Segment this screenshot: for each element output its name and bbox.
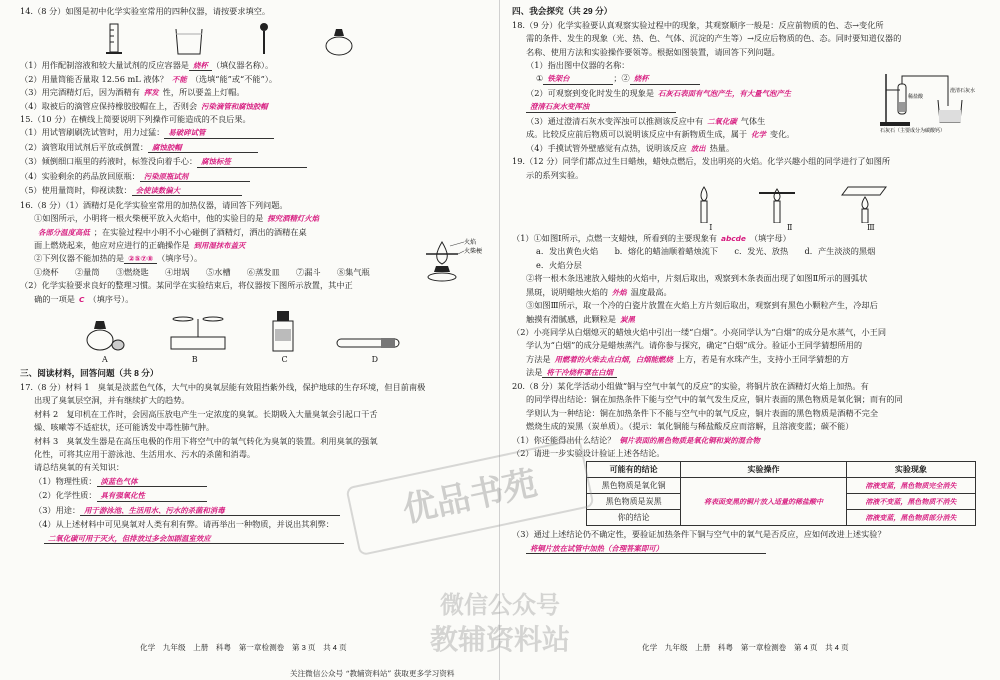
q17-p3b: 化性，可将其应用于游泳池、生活用水、污水的杀菌和消毒。 (34, 449, 256, 460)
answer: 腐蚀标签 (197, 157, 307, 167)
q19-line-6: ③如图Ⅲ所示，取一个冷的白瓷片放置在火焰上方片刻后取出，观察到有黑色小颗粒产生，冷却后 (526, 300, 878, 311)
answer: 探究酒精灯火焰 (263, 214, 323, 223)
q17-intro: 请总结臭氧的有关知识： (34, 462, 125, 473)
q19-line-11: 法是 将干冷烧杯罩在白烟 (512, 367, 984, 377)
table-cell: 你的结论 (587, 510, 681, 526)
q20-line-5: （1）你还能得出什么结论？ 铜片表面的黑色物质是氧化铜和炭的混合物 (512, 435, 984, 445)
section-3-title: 三、阅读材料，回答问题（共 8 分） (20, 368, 159, 379)
q18-line-10: （4）手摸试管外壁感觉有点热，说明该反应 放出 热量。 (526, 142, 735, 153)
table-cell: 黑色物质是氧化铜 (587, 478, 681, 494)
q18-apparatus-figure (878, 70, 978, 134)
table-header: 实验操作 (681, 462, 846, 478)
figure-label: Ⅲ (866, 222, 875, 232)
table-cell: 溶液变蓝，黑色物质部分消失 (846, 510, 975, 526)
answer: 会使读数偏大 (132, 186, 242, 196)
figure-label: B (191, 355, 198, 365)
left-footer: 化学 九年级 上册 科粤 第一章检测卷 第 3 页 共 4 页 (140, 642, 347, 652)
q14-line-2: （2）用量筒能否量取 12.56 mL 液体？ 不能 （选填“能”或“不能”）。 (20, 73, 278, 84)
candle-with-stick-icon (757, 185, 797, 223)
answer: 化学 (747, 130, 770, 139)
figure-label: Ⅰ (709, 222, 713, 232)
answer: 将干冷烧杯罩在白烟 (542, 368, 617, 377)
table-cell-operation: 将表面变黑的铜片放入适量的稀盐酸中 (681, 478, 846, 526)
q20-line-3: 学则认为一种结论：铜在加热条件下不能与空气中的氧气反应，铜片表面的黑色物质是酒精不完全 (526, 407, 879, 418)
section-4-title: 四、我会探究（共 29 分） (512, 6, 613, 16)
q18-line-3: 名称、使用方法和实验操作要领等。根据如图装置，请回答下列问题。 (526, 46, 780, 57)
table-header: 实验现象 (846, 462, 975, 478)
answer: 到用湿抹布盖灭 (190, 241, 250, 250)
q19-line-1: 19.（12 分）同学们都点过生日蜡烛，蜡烛点燃后，发出明亮的火焰。化学兴趣小组的同学进行了如图所 (512, 156, 891, 167)
table-cell: 溶液变蓝，黑色物质完全消失 (846, 478, 975, 494)
q18-line-9: 成。比较反应前后物质可以说明该反应中有新物质生成，属于 化学 变化。 (526, 129, 795, 140)
q16-line-1: ①如图所示，小明将一根火柴梗平放入火焰中，他的实验目的是 探究酒精灯火焰 (20, 213, 405, 223)
q16-arrangement-figure (60, 307, 420, 353)
q17-p2b: 燥、咳嗽等不适症状，还可能诱发中毒性肺气肿。 (34, 422, 215, 433)
table-header: 可能有的结论 (587, 462, 681, 478)
q15-line-4: （4）实验剩余的药品放回原瓶： 污染原瓶试剂 (20, 171, 488, 182)
answer: 淡蓝色气体 (97, 477, 207, 487)
q19-options-1: a．发出黄色火焰 b．熔化的蜡油顺着蜡烛流下 c．发光、放热 d．产生淡淡的黑烟 (536, 246, 876, 257)
measuring-cylinder-icon (104, 22, 124, 56)
q19-line-7: 触摸有滑腻感，此颗粒是 炭黑 (512, 314, 984, 324)
apparatus-label: 澄清石灰水 (950, 88, 976, 94)
q20-line-2: 的同学得出结论：铜在加热条件下能与空气中的氧气发生反应，铜片表面的黑色物质是氧化铜；而有的同 (526, 394, 903, 405)
q16-line-3: 面上燃烧起来，他应对应进行的正确操作是 到用湿抹布盖灭 (20, 240, 405, 250)
q16-line-4: ②下列仪器不能加热的是 ②⑤⑦⑧ （填序号）。 (34, 253, 203, 264)
answer: 炭黑 (616, 315, 639, 324)
q20-line-1: 20.（8 分）某化学活动小组做“铜与空气中氧气的反应”的实验，将铜片放在酒精灯火焰上加热。有 (512, 380, 869, 391)
answer: 具有强氧化性 (97, 491, 207, 501)
watermark-stamp: 优品书苑 (345, 438, 594, 556)
answer: 污染原瓶试剂 (140, 172, 250, 182)
answer: 烧杯 (189, 61, 212, 70)
table-cell: 溶液不变蓝，黑色物质不消失 (846, 494, 975, 510)
answer: C (75, 295, 88, 304)
answer: 腐蚀胶帽 (148, 143, 258, 153)
answer: 烧杯 (630, 74, 700, 84)
q18-line-1: 18.（9 分）化学实验要认真观察实验过程中的现象，其观察顺序一般是：反应前物质的色、态→变化所 (512, 19, 884, 30)
q19-line-4: ②将一根木条迅速放入蜡烛的火焰中，片刻后取出，观察到木条表面出现了如图Ⅱ所示的圆弧状 (526, 273, 868, 284)
question-15 (20, 114, 488, 196)
reagent-bottle-icon (268, 309, 298, 353)
q15-line-1: （1）用试管刷刷洗试管时，用力过猛： 易破碎试管 (20, 127, 488, 138)
q18-line-4: （1）指出图中仪器的名称： (526, 60, 630, 71)
q14-line-4: （4）取被后的滴管应保持橡胶胶帽在上，否则会 污染滴管和腐蚀胶帽 (20, 101, 488, 111)
q20-line-4: 燃烧生成的炭黑（炭单质）。（提示：氧化铜能与稀盐酸反应而溶解，且溶液变蓝；碳不能） (526, 421, 854, 432)
answer: 挥发 (140, 88, 163, 97)
q20-line-7-answer (512, 543, 984, 554)
q14-line-3: （3）用完酒精灯后，因为酒精有 挥发 性，所以要盖上灯帽。 (20, 87, 245, 98)
q17-p2: 材料 2 复印机在工作时，会因高压放电产生一定浓度的臭氧。长期吸入大量臭氧会引起口干舌 (34, 408, 378, 419)
table-cell: 黑色物质是炭黑 (587, 494, 681, 510)
q17-p3: 材料 3 臭氧发生器是在高压电极的作用下将空气中的氧气转化为臭氧的装置。利用臭氧的强氧 (34, 435, 378, 446)
q19-line-9: 学认为“白烟”的成分是蜡烛蒸汽。请你参与探究，确定“白烟”成分。验证小王同学猜想所用的 (526, 340, 863, 351)
answer: 放出 (687, 144, 710, 153)
answer: 将铜片放在试管中加热（合理答案即可） (526, 544, 766, 554)
q18-line-6: （2）可观察到变化时发生的现象是 石灰石表面有气泡产生，有大量气泡产生 (512, 88, 877, 98)
q16-line-5: （2）化学实验要求良好的整理习惯。某同学在实验结束后，将仪器按下图所示放置，其中正 (20, 280, 353, 291)
question-19 (512, 156, 984, 378)
q19-line-5: 黑斑，说明蜡烛火焰的 外焰 温度最高。 (526, 286, 672, 297)
q19-figure-labels (672, 223, 912, 233)
q16-line-6: 确的一项是 C （填序号）。 (34, 293, 134, 304)
q19-line-2: 示的系列实验。 (526, 169, 584, 180)
apparatus-label: 石灰石（主要成分为碳酸钙） (880, 128, 946, 134)
answer: 用燃着的火柴去点白烟，白烟能燃烧 (551, 355, 677, 364)
answer: 二氧化碳 (703, 117, 741, 126)
table-row (587, 478, 976, 494)
right-page (512, 6, 984, 666)
lamp-label-flame: 火焰 (464, 239, 477, 246)
q19-candle-figure (672, 183, 912, 223)
answer: 易破碎试管 (164, 128, 274, 138)
q19-options-2: e．火焰分层 (536, 259, 582, 270)
q16-figure-labels (60, 355, 420, 365)
page-divider (499, 0, 500, 680)
q15-line-2: （2）滴管取用试剂后平放或倒置： 腐蚀胶帽 (20, 142, 488, 153)
q19-line-8: （2）小亮同学从白烟熄灭的蜡烛火焰中引出一缕“白烟”。小亮同学认为“白烟”的成分是水蒸气，小王同 (512, 327, 887, 338)
answer: 不能 (168, 75, 191, 84)
apparatus-label: 稀盐酸 (908, 94, 924, 100)
question-14 (20, 6, 488, 111)
q15-line-5: （5）使用量筒时，仰视读数： 会使读数偏大 (20, 185, 488, 196)
answer: 外焰 (608, 288, 631, 297)
q17-line-1: （1）物理性质： 淡蓝色气体 (20, 476, 488, 487)
lamp-label-match: 火柴梗 (464, 248, 482, 255)
beaker-icon (172, 26, 206, 56)
answer: abcde (717, 234, 750, 243)
flame-matchstick-figure (420, 238, 482, 282)
dropper-icon (254, 22, 274, 56)
q20-experiment-table (586, 461, 976, 526)
q15-stem: 15.（10 分）在横线上简要说明下列操作可能造成的不良后果。 (20, 114, 251, 124)
q17-p1: 17.（8 分）材料 1 臭氧是淡蓝色气体，大气中的臭氧层能有效阻挡紫外线，保护地球的生存环境，但目前南极 (20, 381, 426, 392)
candle-with-plate-icon (840, 185, 890, 223)
answer: 澄清石灰水变浑浊 (526, 102, 676, 112)
q20-line-6: （2）请进一步实验设计验证上述各结论。 (512, 447, 665, 458)
balance-icon (163, 309, 233, 353)
q20-line-7: （3）通过上述结论仍不确定性，要验证加热条件下铜与空气中的氧气是否反应，应如何改进上述实验？ (512, 529, 886, 540)
q18-line-8: （3）通过澄清石灰水变浑浊可以推测该反应中有 二氧化碳 气体生 (526, 115, 766, 126)
answer: 污染滴管和腐蚀胶帽 (197, 102, 272, 111)
answer: 用于游泳池、生活用水、污水的杀菌和消毒 (80, 506, 340, 516)
q18-line-5: ① 铁架台 ；② 烧杯 (512, 73, 984, 84)
q16-options: ①烧杯 ②量筒 ③燃烧匙 ④坩埚 ⑤水槽 ⑥蒸发皿 ⑦漏斗 ⑧集气瓶 (34, 266, 370, 277)
left-page (20, 6, 488, 666)
q19-line-3: （1）①如图Ⅰ所示，点燃一支蜡烛，所看到的主要现象有 abcde （填字母） (512, 232, 791, 243)
answer: 铜片表面的黑色物质是氧化铜和炭的混合物 (615, 436, 763, 445)
watermark-site: 教辅资料站 (430, 623, 571, 656)
test-tube-icon (333, 309, 403, 353)
q18-line-2: 需的条件、发生的现象（光、热、色、气体、沉淀的产生等）→反应后物质的色、态。同时要知道仪器的 (526, 33, 902, 44)
figure-label: A (101, 355, 108, 365)
q19-line-10: 方法是 用燃着的火柴去点白烟，白烟能燃烧 上方，若是有水珠产生，支持小王同学猜想的方 (526, 353, 849, 364)
q14-line-1: （1）用作配制溶液和较大量试剂的反应容器是 烧杯 （填仪器名称）。 (20, 60, 274, 71)
q16-line-2: 各部分温度高低 ；在实验过程中小明不小心碰倒了酒精灯，洒出的酒精在桌 (20, 227, 405, 237)
q17-line-3: （3）用途： 用于游泳池、生活用水、污水的杀菌和消毒 (20, 505, 488, 516)
q17-line-4: （4）从上述材料中可见臭氧对人类有利有弊。请再举出一种物质，并说出其利弊： (34, 519, 334, 530)
figure-label: Ⅱ (786, 222, 793, 232)
watermark-wechat: 微信公众号 (440, 591, 560, 619)
answer: 二氧化碳可用于灭火，但排放过多会加剧温室效应 (44, 534, 344, 544)
q14-stem: 14.（8 分）如图是初中化学实验室常用的四种仪器，请按要求填空。 (20, 6, 271, 16)
q14-instruments-figure (80, 20, 380, 56)
figure-label: D (371, 355, 378, 365)
answer: 各部分温度高低 (34, 228, 94, 237)
q17-line-2: （2）化学性质： 具有强氧化性 (20, 490, 488, 501)
q16-stem: 16.（8 分）（1）酒精灯是化学实验室常用的加热仪器，请回答下列问题。 (20, 199, 288, 210)
bottom-note: 关注微信公众号 “教辅资料站” 获取更多学习资料 (290, 668, 455, 678)
alcohol-lamp-icon (322, 26, 356, 56)
figure-label: C (281, 355, 288, 365)
q17-p1b: 出现了臭氧层空洞，并有继续扩大的趋势。 (34, 395, 190, 406)
answer: 铁架台 (543, 74, 613, 84)
lamp-setup-icon (78, 309, 128, 353)
question-16 (20, 200, 488, 366)
answer: 石灰石表面有气泡产生，有大量气泡产生 (654, 89, 795, 98)
answer: ②⑤⑦⑧ (124, 254, 157, 263)
right-footer: 化学 九年级 上册 科粤 第一章检测卷 第 4 页 共 4 页 (642, 642, 849, 652)
candle-icon (694, 185, 714, 223)
q15-line-3: （3）倾倒细口瓶里的药液时，标签没向着手心： 腐蚀标签 (20, 156, 488, 167)
